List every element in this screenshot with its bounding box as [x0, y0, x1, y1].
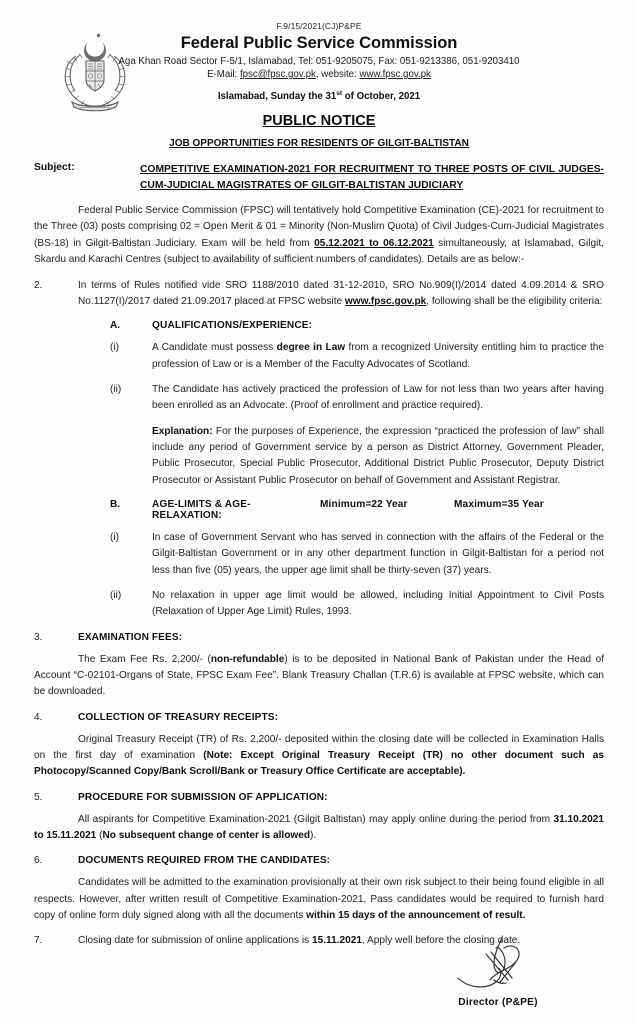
- intro-text-part2: simultaneously, at Islamabad, Gilgit, Skardu and Karachi Centres (subject to availability of sufficient numbers of candidates). Details are as below:-: [34, 237, 604, 266]
- application-window-dates: 31.10.2021 to 15.11.2021: [34, 813, 604, 842]
- section-a-item-i: [110, 340, 604, 373]
- clause-5-text2: (: [96, 830, 103, 842]
- section-a-item-i-marker: (i): [110, 342, 119, 354]
- clause-4-heading: COLLECTION OF TREASURY RECEIPTS:: [78, 711, 279, 723]
- section-b-heading-row: [110, 499, 604, 521]
- page-title-text: PUBLIC NOTICE: [262, 113, 376, 130]
- clause-2-body: [78, 278, 604, 311]
- section-a-explanation: [152, 424, 604, 489]
- signature-block: [393, 936, 603, 1008]
- section-b-heading: AGE-LIMITS & AGE-RELAXATION:: [152, 498, 251, 521]
- page-title: [34, 113, 604, 129]
- email-label: E-Mail:: [207, 69, 240, 80]
- clause-7-text1: Closing date for submission of online applications is: [78, 935, 312, 947]
- fpsc-website-link[interactable]: www.fpsc.gov.pk: [344, 295, 427, 307]
- section-b-item-i-marker: (i): [110, 531, 119, 543]
- clause-7-text2: , Apply well before the closing date.: [361, 935, 521, 947]
- handwritten-signature-icon: [428, 936, 568, 996]
- subject-text: COMPETITIVE EXAMINATION-2021 FOR RECRUITMENT TO THREE POSTS OF CIVIL JUDGES-CUM-JUDICIAL MAGISTRATES OF GILGIT-BALTISTAN JUDICIARY: [140, 164, 604, 192]
- job-opportunities-heading: [34, 138, 604, 149]
- section-a-item-ii: [110, 382, 604, 415]
- organization-contact: [34, 69, 604, 80]
- date-line-suffix: of October, 2021: [342, 91, 421, 103]
- section-a-heading: QUALIFICATIONS/EXPERIENCE:: [152, 320, 313, 332]
- section-b-item-ii-body: No relaxation in upper age limit would be allowed, including Initial Appointment to Civil Posts (Relaxation of Upper Age Limit) Rules, 1993.: [152, 589, 604, 618]
- section-b-item-i-body: In case of Government Servant who has served in connection with the affairs of the Federal or the Gilgit-Baltistan Government or in any other department function in Gilgit-Baltistan for a period not less than five (05) years, the upper age limit shall be thirty-seven (37) years.: [152, 531, 604, 576]
- clause-5-number: 5.: [34, 791, 43, 803]
- section-b-item-i: [110, 530, 604, 579]
- section-b-heading-group: [152, 499, 544, 521]
- section-a-item-ii-marker: (ii): [110, 383, 122, 395]
- clause-3-heading: EXAMINATION FEES:: [78, 631, 183, 643]
- email-link[interactable]: fpsc@fpsc.gov.pk: [239, 69, 316, 80]
- clause-5-body: [34, 812, 604, 845]
- section-a-item-i-body: [152, 340, 604, 373]
- age-minimum: Minimum=22 Year: [320, 498, 408, 510]
- section-b-letter: B.: [110, 498, 121, 510]
- clause-6-heading: DOCUMENTS REQUIRED FROM THE CANDIDATES:: [78, 855, 331, 867]
- document-deadline-note: within 15 days of the announcement of result.: [306, 910, 526, 922]
- non-refundable-note: non-refundable: [210, 653, 285, 665]
- clause-7-number: 7.: [34, 935, 43, 947]
- clause-4-text1: Original Treasury Receipt (TR) of Rs. 2,200/- deposited within the closing date will be collected in Examination Halls on the first day of examination: [34, 733, 604, 762]
- section-b-item-ii: [110, 588, 604, 621]
- subject-label: Subject:: [34, 162, 75, 174]
- clause-3-heading-row: [34, 632, 604, 643]
- exam-dates: 05.12.2021 to 06.12.2021: [314, 237, 434, 249]
- clause-3-text1: The Exam Fee Rs. 2,200/- (: [78, 653, 211, 665]
- intro-text-part1: Federal Public Service Commission (FPSC) will tentatively hold Competitive Examination (CE)-2021 for recruitment to the Three (03) posts comprising 02 = Open Merit & 01 = Minority (Non-Muslim Quota) of Civil Judges-Cum-Judicial Magistrates (BS-18) in Gilgit-Baltistan Judiciary. Exam will be held from: [34, 205, 604, 249]
- clause-2: [34, 278, 604, 311]
- job-opportunities-text: JOB OPPORTUNITIES FOR RESIDENTS OF GILGIT-BALTISTAN: [169, 138, 469, 150]
- section-a-heading-row: [110, 320, 604, 331]
- explanation-text: For the purposes of Experience, the expression “practiced the profession of law” shall include any period of Government service by a person as District Attorney, Government Pleader, Public Prosecutor, Special Public Prosecutor, Additional District Public Prosecutor, Deputy District Prosecutor or Assistant Public Prosecutor on behalf of Government and Assistant Registrar.: [152, 425, 604, 486]
- clause-6-number: 6.: [34, 855, 43, 867]
- clause-6-text1: Candidates will be admitted to the examination provisionally at their own risk subject to their being found eligible in all respects. However, after written result of Competitive Examination-2021, Pass candidates would be required to furnish hard copy of online form duly signed along with all the documents: [34, 877, 604, 922]
- date-line: [34, 90, 604, 102]
- organization-address: Aga Khan Road Sector F-5/1, Islamabad, Tel: 051-9205075, Fax: 051-9213386, 051-9203410: [118, 56, 520, 67]
- subject-row: [34, 162, 604, 194]
- date-line-prefix: Islamabad, Sunday the 31: [217, 91, 337, 103]
- center-change-note: No subsequent change of center is allowed: [102, 830, 310, 842]
- clause-5-heading-row: [34, 792, 604, 803]
- clause-3-text2: ) is to be deposited in National Bank of Pakistan under the Head of Account “C-02101-Organs of State, FPSC Exam Fee”. Blank Treasury Challan (T.R.6) is available at FPSC website, which can be downloaded.: [34, 653, 605, 698]
- section-a-item-ii-body: The Candidate has actively practiced the profession of Law for not less than two years after having been enrolled as an Advocate. (Proof of enrollment and practice required).: [152, 383, 604, 412]
- explanation-label: Explanation:: [152, 425, 213, 437]
- organization-title: Federal Public Service Commission: [180, 34, 458, 52]
- section-b-item-ii-marker: (ii): [110, 589, 122, 601]
- clause-5-text3: ).: [310, 830, 317, 842]
- clause-3-number: 3.: [34, 631, 43, 643]
- clause-6-body: [34, 875, 604, 924]
- website-link[interactable]: www.fpsc.gov.pk: [359, 69, 431, 80]
- signatory-title: Director (P&PE): [458, 997, 538, 1008]
- clause-4-number: 4.: [34, 711, 43, 723]
- clause-4-body: [34, 732, 604, 781]
- date-ordinal-suffix: st: [336, 90, 343, 97]
- clause-2-number: 2.: [34, 279, 43, 291]
- closing-date: 15.11.2021: [311, 935, 362, 947]
- clause-4-heading-row: [34, 712, 604, 723]
- clause-2-text-part1: In terms of Rules notified vide SRO 1188/2010 dated 31-12-2010, SRO No.909(I)/2014 dated 4.09.2014 & SRO No.1127(I)/2017 dated 21.09.2017 placed at FPSC website: [78, 279, 604, 307]
- treasury-receipt-note: (Note: Except Original Treasury Receipt (TR) no other document such as Photocopy/Scanned Copy/Bank Scroll/Bank or Treasury Office Certificate are acceptable).: [34, 750, 604, 778]
- clause-6-heading-row: [34, 855, 604, 866]
- section-a-item-i-text1: A Candidate must possess: [152, 342, 277, 354]
- clause-5-heading: PROCEDURE FOR SUBMISSION OF APPLICATION:: [78, 791, 328, 803]
- website-label: , website:: [315, 69, 360, 80]
- clause-2-text-part2: , following shall be the eligibility criteria:: [426, 295, 603, 307]
- age-maximum: Maximum=35 Year: [454, 498, 544, 510]
- intro-paragraph: [34, 203, 604, 268]
- clause-3-body: [34, 652, 604, 701]
- degree-requirement: degree in Law: [276, 342, 346, 354]
- subject-value: [140, 162, 604, 194]
- clause-5-text1: All aspirants for Competitive Examination-2021 (Gilgit Baltistan) may apply online during the period from: [78, 813, 554, 825]
- file-reference-number: F.9/15/2021(CJ)P&PE: [276, 21, 362, 31]
- section-a-letter: A.: [110, 320, 121, 332]
- section-a-item-i-text2: from a recognized University entitling him to practice the profession of Law or is a Member of the Faculty Advocates of Scotland.: [152, 342, 605, 370]
